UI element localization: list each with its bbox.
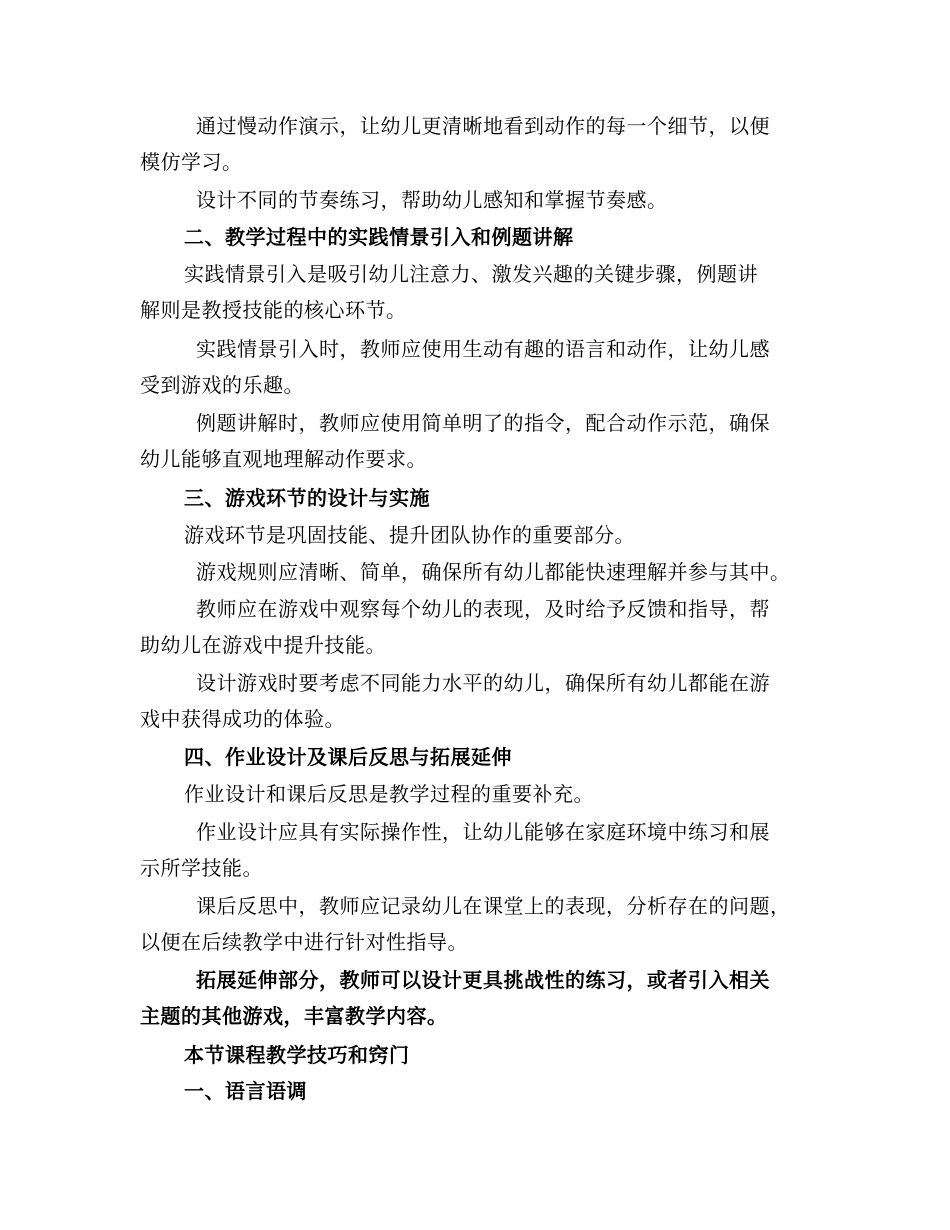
paragraph-line: 模仿学习。 [140, 150, 243, 174]
section-heading: 一、语言语调 [184, 1079, 307, 1103]
paragraph-line: 实践情景引入时，教师应使用生动有趣的语言和动作，让幼儿感 [196, 337, 770, 361]
paragraph-line: 受到游戏的乐趣。 [140, 373, 304, 397]
paragraph-line: 课后反思中，教师应记录幼儿在课堂上的表现，分析存在的问题， [196, 894, 791, 918]
paragraph-line: 幼儿能够直观地理解动作要求。 [140, 447, 427, 471]
section-heading: 三、游戏环节的设计与实施 [184, 486, 430, 510]
paragraph-line: 设计不同的节奏练习，帮助幼儿感知和掌握节奏感。 [196, 188, 668, 212]
paragraph-line: 例题讲解时，教师应使用简单明了的指令，配合动作示范，确保 [196, 411, 770, 435]
paragraph-line: 助幼儿在游戏中提升技能。 [140, 633, 386, 657]
paragraph-line: 戏中获得成功的体验。 [140, 707, 345, 731]
paragraph-line: 教师应在游戏中观察每个幼儿的表现，及时给予反馈和指导，帮 [196, 597, 770, 621]
paragraph-line: 游戏规则应清晰、简单，确保所有幼儿都能快速理解并参与其中。 [196, 560, 791, 584]
paragraph-line: 实践情景引入是吸引幼儿注意力、激发兴趣的关键步骤，例题讲 [184, 262, 758, 286]
bold-paragraph-line: 拓展延伸部分，教师可以设计更具挑战性的练习，或者引入相关 [196, 968, 770, 992]
bold-paragraph-line: 主题的其他游戏，丰富教学内容。 [140, 1004, 448, 1028]
paragraph-line: 作业设计和课后反思是教学过程的重要补充。 [184, 782, 594, 806]
paragraph-line: 游戏环节是巩固技能、提升团队协作的重要部分。 [184, 523, 635, 547]
paragraph-line: 设计游戏时要考虑不同能力水平的幼儿，确保所有幼儿都能在游 [196, 671, 770, 695]
paragraph-line: 通过慢动作演示，让幼儿更清晰地看到动作的每一个细节，以便 [196, 114, 770, 138]
paragraph-line: 以便在后续教学中进行针对性指导。 [140, 930, 468, 954]
section-heading: 二、教学过程中的实践情景引入和例题讲解 [184, 225, 574, 249]
paragraph-line: 解则是教授技能的核心环节。 [140, 298, 407, 322]
section-heading: 四、作业设计及课后反思与拓展延伸 [184, 745, 512, 769]
section-heading: 本节课程教学技巧和窍门 [184, 1043, 410, 1067]
paragraph-line: 作业设计应具有实际操作性，让幼儿能够在家庭环境中练习和展 [196, 820, 770, 844]
paragraph-line: 示所学技能。 [140, 856, 263, 880]
